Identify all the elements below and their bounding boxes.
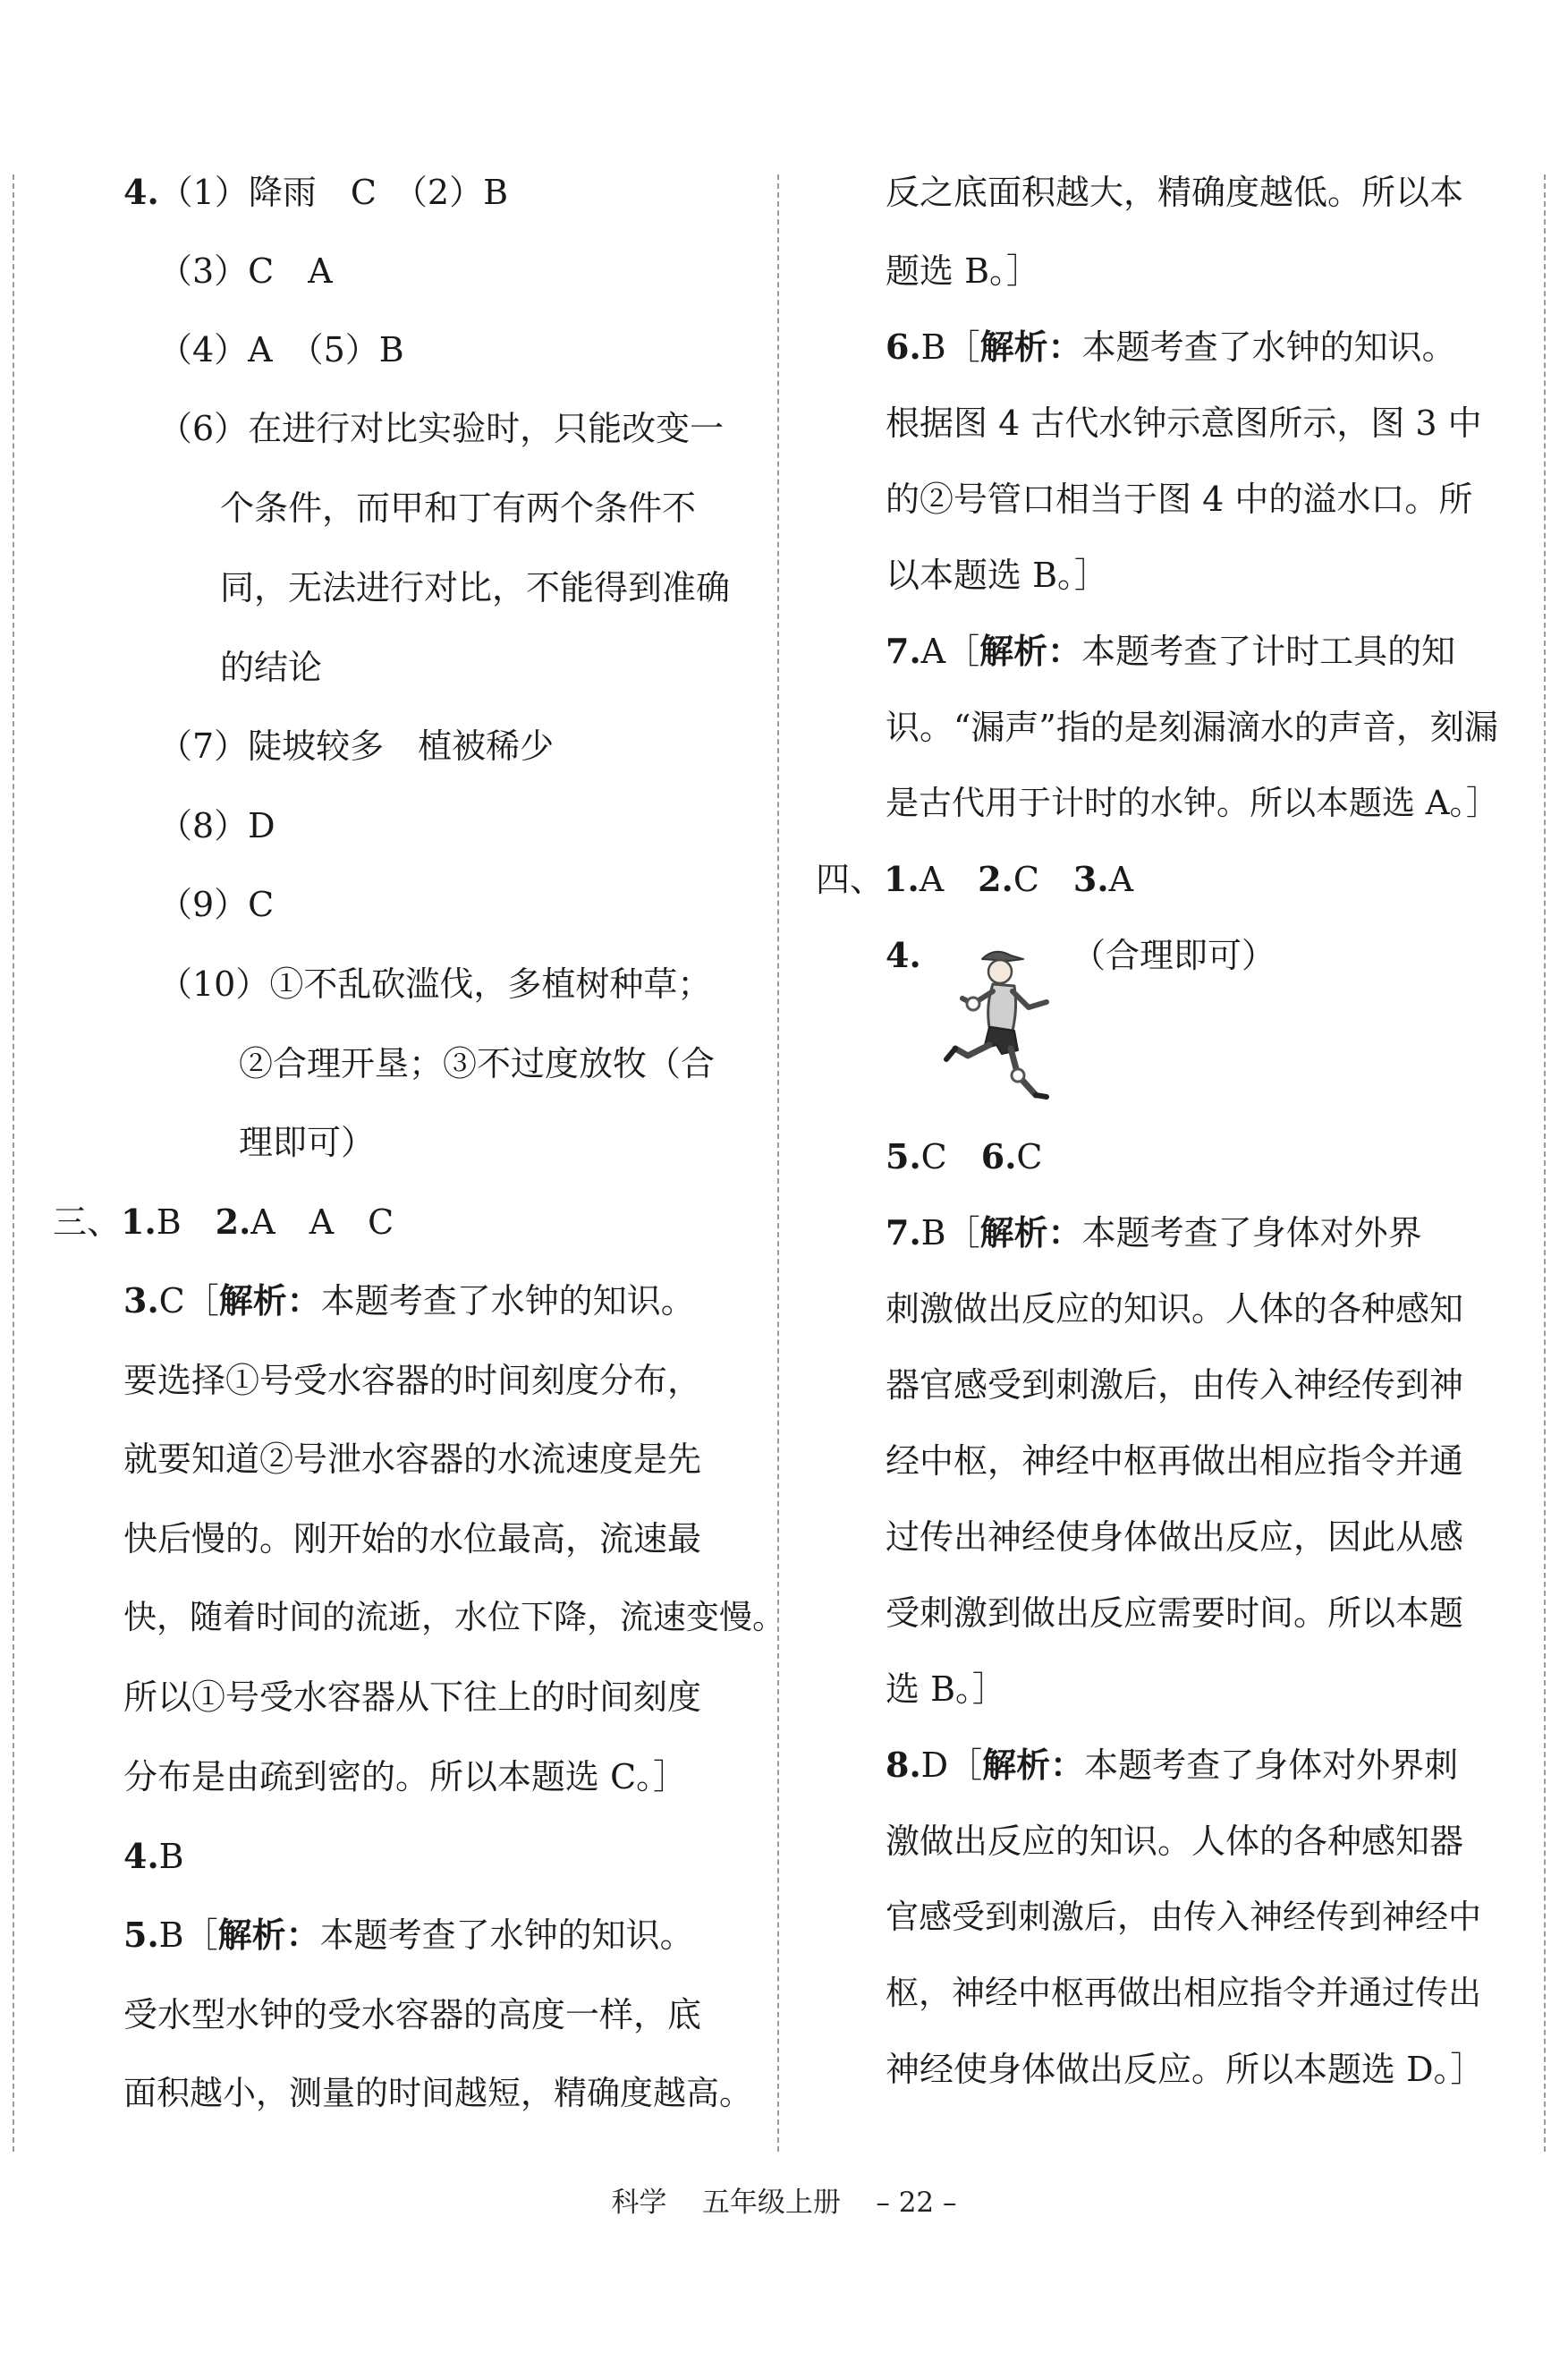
answer-text: C [1013,860,1073,899]
answer-4-10-line3: 理即可） [239,1123,376,1162]
answer-text: C［ [158,1281,219,1321]
explanation-text: 本题考查了身体对外界刺 [1084,1745,1459,1785]
answer-4-8: （8）D [158,806,275,845]
explanation-line: 官感受到刺激后，由传入神经传到神经中 [886,1898,1481,1936]
leg-back-icon [955,1045,989,1056]
answer-text: （1）降雨 C （2）B [158,173,509,212]
continued-line: 题选 B。］ [886,251,1041,291]
explanation-line: 是古代用于计时的水钟。所以本题选 A。］ [886,784,1499,822]
explanation-line: 就要知道②号泄水容器的水流速度是先 [123,1440,702,1479]
explanation-line: 以本题选 B。］ [886,556,1109,595]
footer-grade: 五年级上册 [701,2187,841,2219]
answer-3-7-line1 [886,631,1455,672]
column-divider-left [13,174,14,2152]
running-person-figure [943,941,1068,1107]
head-icon [988,960,1012,983]
explanation-line: 受刺激到做出反应需要时间。所以本题 [886,1593,1464,1633]
answer-note: （合理即可） [1072,936,1276,975]
explanation-line: 器官感受到刺激后，由传入神经传到神 [886,1365,1464,1405]
explanation-line: 分布是由疏到密的。所以本题选 C。］ [123,1757,688,1796]
answer-4-10-line1: （10）①不乱砍滥伐，多植树种草； [158,964,712,1004]
answer-4-6-line2: 个条件，而甲和丁有两个条件不 [220,488,697,528]
analysis-label: 解析： [218,1280,321,1321]
column-divider-right [1544,174,1546,2152]
foot-back-icon [946,1049,955,1059]
question-number: 3. [123,1280,159,1321]
explanation-line: 经中枢，神经中枢再做出相应指令并通 [886,1441,1464,1481]
analysis-label: 解析： [979,327,1082,367]
explanation-line: 的②号管口相当于图 4 中的溢水口。所 [886,480,1473,519]
explanation-text: 本题考查了身体对外界 [1081,1213,1422,1253]
answer-text: B［ [920,327,980,367]
page-number: – 22 – [876,2187,957,2219]
answer-4-7-line1 [886,1212,1422,1253]
explanation-line: 快，随着时间的流逝，水位下降，流速变慢。 [123,1598,785,1636]
answer-text: A［ [920,632,980,671]
answer-text: B［ [920,1213,980,1253]
analysis-label: 解析： [979,1212,1082,1253]
answer-text: A [919,860,979,899]
answer-3-5-line1 [123,1915,694,1956]
arm-front-icon [1013,991,1047,1007]
explanation-line: 面积越小，测量的时间越短，精确度越高。 [123,2074,752,2112]
question-number: 7. [886,1212,921,1253]
question-number: 1. [121,1202,157,1242]
foot-front-icon [1036,1095,1047,1097]
explanation-text: 本题考查了水钟的知识。 [320,1281,695,1321]
question-number: 4. [886,935,921,975]
answer-4-6-line3: 同，无法进行对比，不能得到准确 [220,568,731,607]
answer-text: B［ [158,1915,218,1955]
section-label: 三、 [53,1202,122,1242]
explanation-line: 神经使身体做出反应。所以本题选 D。］ [886,2050,1485,2089]
answer-4-3: （3）C A [158,251,333,291]
section-4-answers [816,859,1133,900]
answer-text: C [1016,1137,1043,1176]
answer-4-7: （7）陡坡较多 植被稀少 [158,726,555,766]
question-number: 5. [886,1136,921,1176]
column-divider-middle [777,174,779,2152]
section-3-answers [53,1202,394,1243]
answer-text: A A C [250,1202,394,1242]
answer-text: A [1108,860,1134,899]
explanation-line: 受水型水钟的受水容器的高度一样，底 [123,1995,702,2034]
answer-text: B [156,1202,216,1242]
joint-marker-icon [967,998,979,1010]
section-label: 四、 [816,860,885,899]
explanation-line: 过传出神经使身体做出反应，因此从感 [886,1517,1464,1557]
explanation-line: 选 B。］ [886,1669,1007,1709]
explanation-line: 快后慢的。刚开始的水位最高，流速最 [123,1519,702,1558]
explanation-line: 所以①号受水容器从下往上的时间刻度 [123,1677,702,1717]
answer-4-9: （9）C [158,885,275,924]
answer-text: D［ [920,1745,983,1785]
answer-4-1-2 [123,172,508,213]
answer-4-4-5: （4）A （5）B [158,330,404,369]
answer-3-6-line1 [886,327,1456,368]
answer-text: C [920,1137,981,1176]
explanation-text: 本题考查了水钟的知识。 [319,1915,694,1955]
question-number: 7. [886,631,921,671]
answer-4-6-line4: 的结论 [220,648,323,687]
answer-4-8-line1 [886,1745,1458,1786]
answer-4-10-line2: ②合理开垦；③不过度放牧（合 [239,1044,716,1083]
explanation-line: 根据图 4 古代水钟示意图所示，图 3 中 [886,403,1482,443]
analysis-label: 解析： [217,1915,320,1955]
page-footer [0,2185,1568,2221]
answers-5-6 [886,1136,1043,1177]
question-number: 2. [978,859,1013,899]
question-number: 6. [886,327,921,367]
explanation-text: 本题考查了水钟的知识。 [1081,327,1456,367]
question-number: 4. [123,1836,159,1876]
answer-3-3-line1 [123,1280,695,1321]
question-number: 8. [886,1745,921,1785]
explanation-line: 识。“漏声”指的是刻漏滴水的声音，刻漏 [886,708,1498,747]
explanation-line: 枢，神经中枢再做出相应指令并通过传出 [886,1974,1481,2012]
question-number: 3. [1072,859,1109,899]
question-number: 1. [884,859,920,899]
question-number: 2. [215,1202,251,1242]
answer-text: B [158,1837,184,1876]
explanation-line: 要选择①号受水容器的时间刻度分布， [123,1361,702,1400]
question-number: 6. [980,1136,1017,1176]
joint-marker-icon [1012,1069,1024,1082]
explanation-text: 本题考查了计时工具的知 [1081,632,1456,671]
answer-3-4 [123,1836,184,1877]
explanation-line: 刺激做出反应的知识。人体的各种感知 [886,1289,1464,1329]
continued-line: 反之底面积越大，精确度越低。所以本 [886,173,1464,212]
analysis-label: 解析： [982,1745,1085,1785]
explanation-line: 激做出反应的知识。人体的各种感知器 [886,1822,1464,1861]
footer-subject: 科学 [611,2187,667,2219]
question-number: 5. [123,1915,159,1955]
answer-4-6-line1: （6）在进行对比实验时，只能改变一 [158,409,725,448]
question-number: 4. [123,172,159,212]
analysis-label: 解析： [979,631,1082,671]
